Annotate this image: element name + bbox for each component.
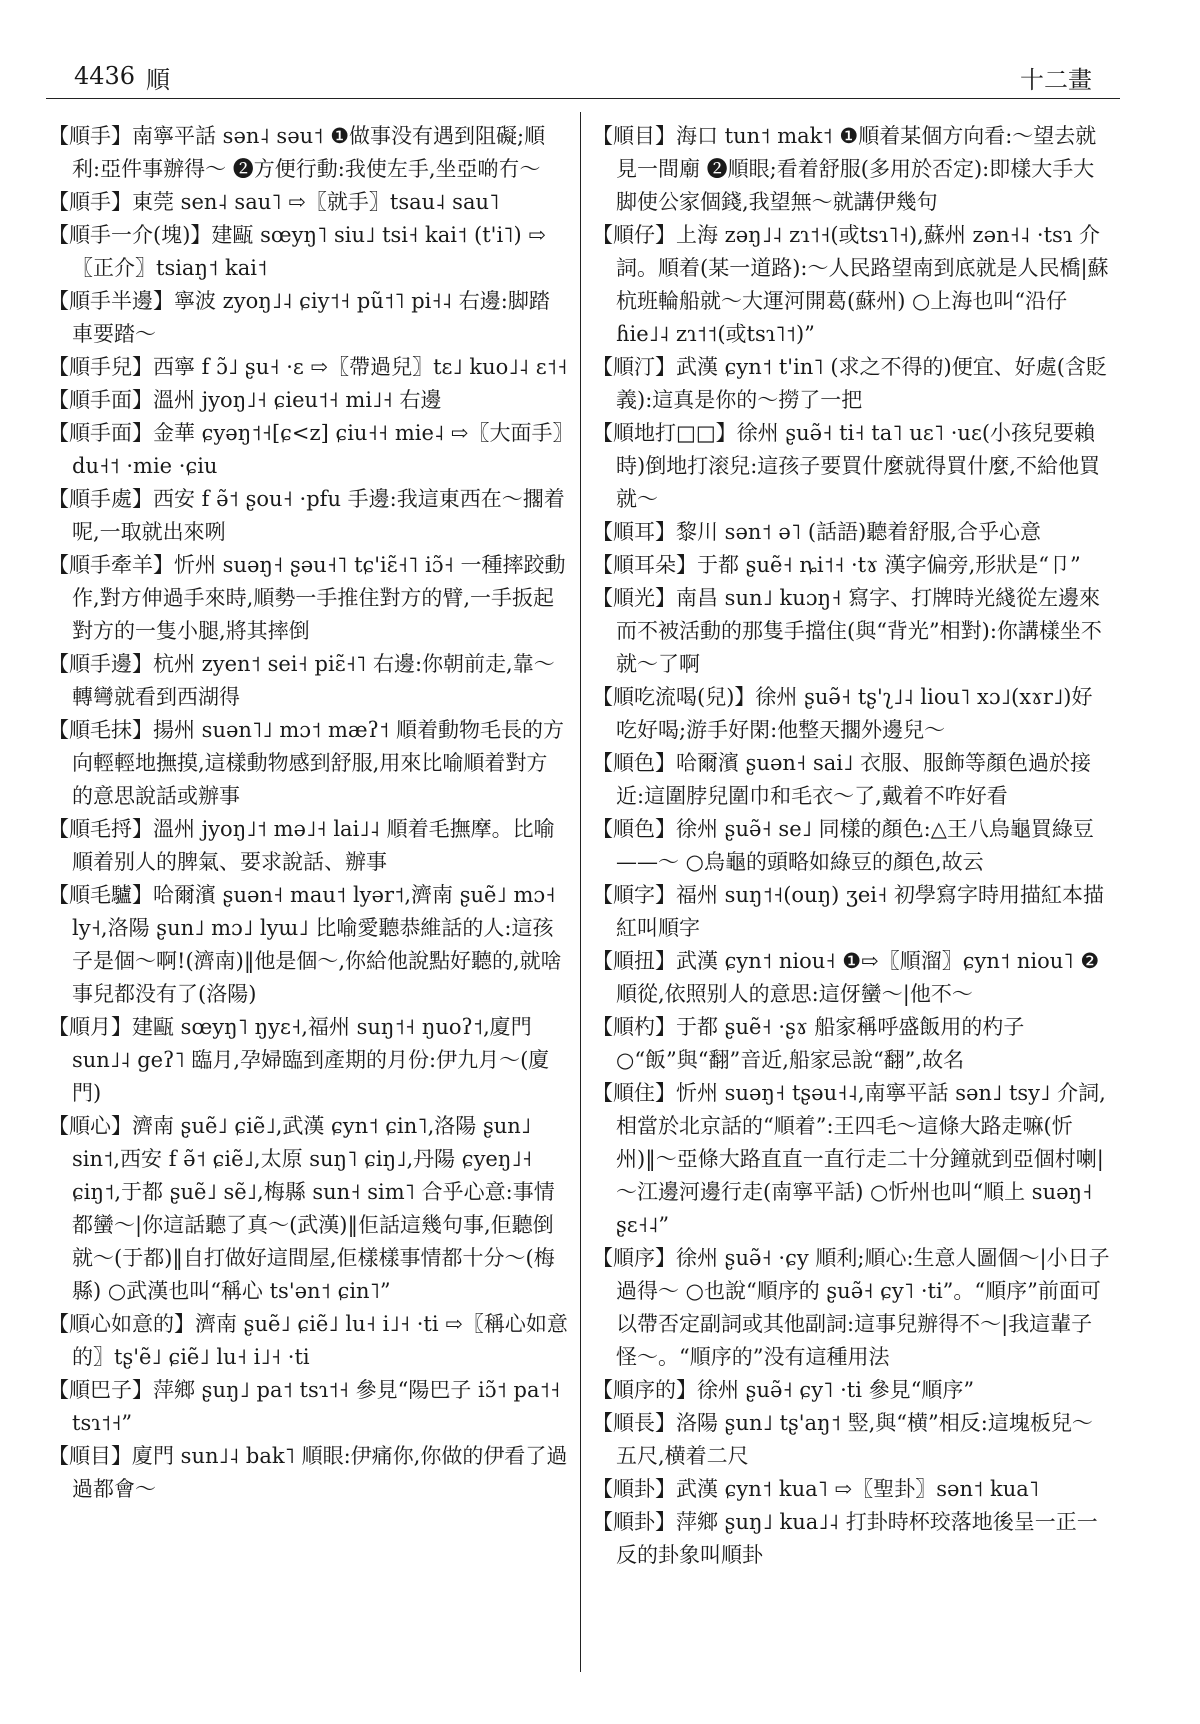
dictionary-entry — [592, 879, 1112, 945]
dictionary-entry — [48, 351, 568, 384]
entry-headword: 【順手兒】 — [48, 355, 153, 379]
dictionary-entry — [48, 483, 568, 549]
entry-definition: 于都 ʂuẽ˧ ·ʂɤ 船家稱呼盛飯用的杓子 ○“飯”與“翻”音近,船家忌說“翻”,故名 — [616, 1015, 1025, 1072]
entry-definition: 上海 zəŋ˩˨ zɿ˦˧(或tsɿ˥˧),蘇州 zən˧˨ ·tsɿ 介詞。順着(某一道路):～人民路望南到底就是人民橋|蘇杭班輪船就～大運河開葛(蘇州) ○上海也叫“沿仔 ɦie˩˨ zɿ˦˦(或tsɿ˥˦)” — [616, 223, 1109, 346]
entry-definition: 忻州 suəŋ˧ tʂəu˧˨,南寧平話 sən˩ tsy˩ 介詞,相當於北京話的“順着”:王四毛～這條大路走嘛(忻州)‖～亞條大路直直一直行走二十分鐘就到亞個村喇|～江邊河邊行走(南寧平話) ○忻州也叫“順上 suəŋ˧ ʂɛ˧˨” — [616, 1081, 1106, 1237]
dictionary-entry — [592, 747, 1112, 813]
dictionary-entry — [592, 1407, 1112, 1473]
entry-definition: 徐州 ʂuə̃˧ ti˧ ta˥ uɛ˥ ·uɛ(小孩兒要賴時)倒地打滚兒:這孩子要買什麼就得買什麼,不給他買就～ — [616, 421, 1100, 511]
entry-headword: 【順巴子】 — [48, 1378, 153, 1402]
entry-headword: 【順住】 — [592, 1081, 676, 1105]
entry-headword: 【順汀】 — [592, 355, 676, 379]
page-number: 4436 — [74, 62, 136, 90]
column-divider — [580, 112, 581, 1672]
entry-definition: 海口 tun˦ mak˦ ❶順着某個方向看:～望去就見一間廟 ❷順眼;看着舒服(多用於否定):即樣大手大脚使公家個錢,我望無～就講伊幾句 — [616, 124, 1097, 214]
dictionary-entry — [592, 120, 1112, 219]
entry-headword: 【順手處】 — [48, 487, 153, 511]
entry-definition: 廈門 sun˩˨ bak˥ 順眼:伊痛你,你做的伊看了過過都會～ — [72, 1444, 568, 1501]
entry-definition: 南昌 sun˩ kuɔŋ˧ 寫字、打牌時光綫從左邊來而不被活動的那隻手擋住(與“背光”相對):你講樣坐不就～了啊 — [616, 586, 1102, 676]
entry-headword: 【順手半邊】 — [48, 289, 174, 313]
entry-definition: 忻州 suəŋ˧ ʂəu˧˥ tɕ'iɛ̃˧˥ iɔ̃˧ 一種摔跤動作,對方伸過手來時,順勢一手推住對方的臂,一手扳起對方的一隻小腿,將其摔倒 — [72, 553, 566, 643]
dictionary-entry — [48, 186, 568, 219]
entry-definition: 徐州 ʂuə̃˧ ·ɕy 順利;順心:生意人圖個～|小日子過得～ ○也說“順序的 ʂuə̃˧ ɕy˥ ·ti”。“順序”前面可以帶否定副詞或其他副詞:這事兒辦得不～|我這輩子怪～。“順序的”没有這種用法 — [616, 1246, 1110, 1369]
entry-headword: 【順色】 — [592, 817, 676, 841]
stroke-section: 十二畫 — [1020, 66, 1092, 94]
entry-headword: 【順毛抹】 — [48, 718, 153, 742]
dictionary-entry — [592, 681, 1112, 747]
entry-definition: 揚州 suən˥˩ mɔ˦ mæʔ˦ 順着動物毛長的方向輕輕地撫摸,這樣動物感到舒服,用來比喻順着對方的意思說話或辦事 — [72, 718, 564, 808]
header-character: 順 — [146, 66, 170, 94]
dictionary-entry — [592, 1242, 1112, 1374]
entry-definition: 哈爾濱 ʂuən˧ mau˦ lyər˦,濟南 ʂuẽ˩ mɔ˧ ly˧,洛陽 ʂun˩ mɔ˩ lyɯ˩ 比喻愛聽恭維話的人:這孩子是個～啊!(濟南)‖他是個～,你給他說點好聽的,就啥事兒都没有了(洛陽) — [72, 883, 562, 1006]
entry-definition: 武漢 ɕyn˦ kua˥ ⇨〖聖卦〗sən˦ kua˥ — [676, 1477, 1040, 1501]
entry-definition: 杭州 zyen˦ sei˧ piɛ̃˧˥ 右邊:你朝前走,靠～轉彎就看到西湖得 — [72, 652, 555, 709]
dictionary-entry — [592, 1011, 1112, 1077]
entry-definition: 黎川 sən˦ ə˥ (話語)聽着舒服,合乎心意 — [676, 520, 1041, 544]
entry-headword: 【順卦】 — [592, 1477, 676, 1501]
entry-headword: 【順手】 — [48, 124, 132, 148]
entry-definition: 武漢 ɕyn˦ niou˧ ❶⇨〖順溜〗ɕyn˦ niou˥ ❷順從,依照别人的意思:這伢蠻～|他不～ — [616, 949, 1100, 1006]
entry-headword: 【順卦】 — [592, 1510, 676, 1534]
entry-definition: 徐州 ʂuə̃˧ tʂ'ʅ˩˨ liou˥ xɔ˩(xɤr˩)好吃好喝;游手好閑:他整天擱外邊兒～ — [616, 685, 1093, 742]
dictionary-entry — [48, 1011, 568, 1110]
right-column — [592, 120, 1112, 1572]
entry-headword: 【順字】 — [592, 883, 676, 907]
entry-headword: 【順月】 — [48, 1015, 132, 1039]
dictionary-entry — [592, 219, 1112, 351]
entry-definition: 建甌 sœyŋ˥ ŋyɛ˧,福州 suŋ˦˧ ŋuoʔ˦,廈門 sun˩˨ geʔ˥ 臨月,孕婦臨到產期的月份:伊九月～(廈門) — [72, 1015, 550, 1105]
entry-headword: 【順扭】 — [592, 949, 676, 973]
entry-headword: 【順手】 — [48, 190, 132, 214]
dictionary-entry — [48, 219, 568, 285]
entry-definition: 于都 ʂuẽ˧ ȵi˦˧ ·tɤ 漢字偏旁,形狀是“卩” — [697, 553, 1081, 577]
dictionary-entry — [592, 813, 1112, 879]
entry-definition: 寧波 zyoŋ˩˨ ɕiy˦˧ pũ˦˥ pi˧˨ 右邊:脚踏車要踏～ — [72, 289, 550, 346]
entry-definition: 洛陽 ʂun˩ tʂ'aŋ˦ 竪,與“横”相反:這塊板兒～五尺,横着二尺 — [616, 1411, 1093, 1468]
entry-definition: 哈爾濱 ʂuən˧ sai˩ 衣服、服飾等顏色過於接近:這圍脖兒圍巾和毛衣～了,戴着不咋好看 — [616, 751, 1092, 808]
entry-definition: 西安 f ə̃˦ ʂou˧ ·pfu 手邊:我這東西在～擱着呢,一取就出來咧 — [72, 487, 565, 544]
entry-definition: 金華 ɕyəŋ˦˧[ɕ<z] ɕiu˧˧ mie˨ ⇨〖大面手〗du˧˦ ·mie ·ɕiu — [72, 421, 564, 478]
entry-headword: 【順目】 — [48, 1444, 132, 1468]
entry-headword: 【順光】 — [592, 586, 676, 610]
entry-definition: 溫州 jyoŋ˩˧ ɕieu˦˧ mi˩˧ 右邊 — [153, 388, 442, 412]
entry-headword: 【順心如意的】 — [48, 1312, 195, 1336]
dictionary-entry — [592, 945, 1112, 1011]
entry-headword: 【順毛驢】 — [48, 883, 153, 907]
entry-headword: 【順仔】 — [592, 223, 676, 247]
entry-definition: 西寧 f ɔ̃˩ ʂu˧ ·ɛ ⇨〖帶過兒〗tɛ˩ kuo˩˨ ɛ˦˧ — [153, 355, 568, 379]
dictionary-entry — [48, 1440, 568, 1506]
dictionary-entry — [592, 1077, 1112, 1242]
entry-headword: 【順心】 — [48, 1114, 132, 1138]
dictionary-entry — [48, 285, 568, 351]
entry-definition: 福州 suŋ˦˧(ouŋ) ʒei˧ 初學寫字時用描紅本描紅叫順字 — [616, 883, 1104, 940]
left-column — [48, 120, 568, 1506]
entry-definition: 東莞 sen˨ sau˥ ⇨〖就手〗tsau˨ sau˥ — [132, 190, 500, 214]
dictionary-entry — [48, 879, 568, 1011]
dictionary-entry — [48, 384, 568, 417]
entry-headword: 【順手面】 — [48, 421, 153, 445]
entry-definition: 萍鄉 ʂuŋ˩ kua˩˨ 打卦時杯珓落地後呈一正一反的卦象叫順卦 — [616, 1510, 1098, 1567]
entry-headword: 【順毛捋】 — [48, 817, 153, 841]
entry-definition: 濟南 ʂuẽ˩ ɕiẽ˩ lu˧ i˩˧ ·ti ⇨〖稱心如意的〗tʂ'ẽ˩ ɕiẽ˩ lu˧ i˩˧ ·ti — [72, 1312, 568, 1369]
entry-headword: 【順吃流喝(兒)】 — [592, 685, 756, 709]
entry-headword: 【順杓】 — [592, 1015, 676, 1039]
entry-definition: 南寧平話 sən˨ səu˦ ❶做事没有遇到阻礙;順利:亞件事辦得～ ❷方便行動:我使左手,坐亞啲冇～ — [72, 124, 546, 181]
entry-headword: 【順色】 — [592, 751, 676, 775]
entry-definition: 濟南 ʂuẽ˩ ɕiẽ˩,武漢 ɕyn˦ ɕin˥,洛陽 ʂun˩ sin˦,西安 f ə̃˦ ɕiẽ˩,太原 suŋ˥ ɕiŋ˩,丹陽 ɕyeŋ˩˧ ɕiŋ˦,于都 ʂuẽ˩ sẽ˩,梅縣 sun˧ sim˥ 合乎心意:事情都蠻～|你這話聽了真～(武漢)‖佢話這幾句事,佢聽倒就～(于都)‖自打做好這間屋,佢樣樣事情都十分～(梅縣) ○武漢也叫“稱心 ts'ən˦ ɕin˥” — [72, 1114, 555, 1303]
dictionary-entry — [592, 582, 1112, 681]
dictionary-entry — [592, 1506, 1112, 1572]
entry-headword: 【順序的】 — [592, 1378, 697, 1402]
dictionary-entry — [592, 549, 1112, 582]
entry-headword: 【順手牽羊】 — [48, 553, 174, 577]
entry-headword: 【順目】 — [592, 124, 676, 148]
entry-definition: 徐州 ʂuə̃˧ se˩ 同樣的顏色:△王八烏龜買綠豆——～ ○烏龜的頭略如綠豆的顏色,故云 — [616, 817, 1094, 874]
dictionary-entry — [592, 351, 1112, 417]
entry-definition: 萍鄉 ʂuŋ˩ pa˦ tsɿ˦˧ 參見“陽巴子 iɔ̃˦ pa˦˧ tsɿ˦˧” — [72, 1378, 561, 1435]
dictionary-entry — [592, 516, 1112, 549]
dictionary-entry — [48, 1308, 568, 1374]
page-header — [46, 60, 1120, 98]
entry-headword: 【順地打□□】 — [592, 421, 737, 445]
dictionary-entry — [48, 120, 568, 186]
header-rule — [46, 98, 1120, 99]
dictionary-entry — [48, 1374, 568, 1440]
entry-headword: 【順耳朵】 — [592, 553, 697, 577]
dictionary-entry — [48, 1110, 568, 1308]
entry-headword: 【順序】 — [592, 1246, 676, 1270]
entry-definition: 徐州 ʂuə̃˧ ɕy˥ ·ti 參見“順序” — [697, 1378, 975, 1402]
dictionary-entry — [48, 648, 568, 714]
dictionary-entry — [48, 417, 568, 483]
dictionary-entry — [48, 549, 568, 648]
dictionary-entry — [592, 417, 1112, 516]
entry-headword: 【順手一介(塊)】 — [48, 223, 212, 247]
entry-headword: 【順長】 — [592, 1411, 676, 1435]
dictionary-entry — [592, 1473, 1112, 1506]
dictionary-entry — [592, 1374, 1112, 1407]
entry-definition: 建甌 sœyŋ˥ siu˩ tsi˧ kai˦ (t'i˥) ⇨〖正介〗tsiaŋ˦ kai˦ — [72, 223, 546, 280]
dictionary-entry — [48, 714, 568, 813]
entry-definition: 武漢 ɕyn˦ t'in˥ (求之不得的)便宜、好處(含貶義):這真是你的～撈了一把 — [616, 355, 1107, 412]
entry-headword: 【順手面】 — [48, 388, 153, 412]
dictionary-entry — [48, 813, 568, 879]
entry-definition: 溫州 jyoŋ˩˦ mə˩˧ lai˩˨ 順着毛撫摩。比喻順着别人的脾氣、要求說話、辦事 — [72, 817, 555, 874]
entry-headword: 【順手邊】 — [48, 652, 153, 676]
entry-headword: 【順耳】 — [592, 520, 676, 544]
